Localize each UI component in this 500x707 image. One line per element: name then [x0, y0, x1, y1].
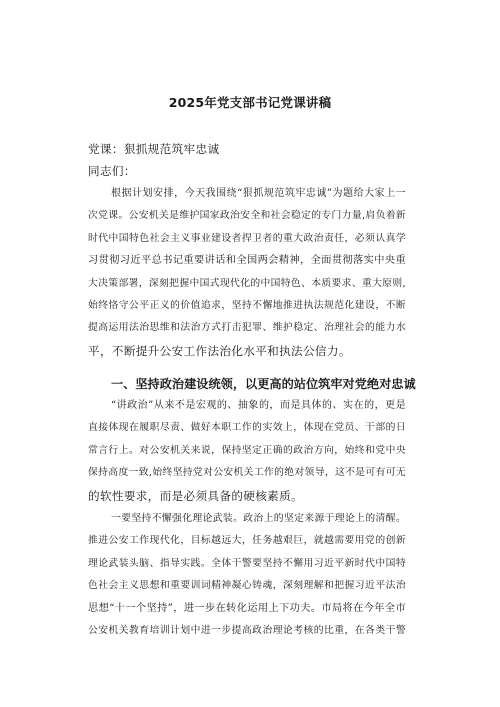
paragraph-line: 色社会主义思想和重要训词精神凝心铸魂，深刻理解和把握习近平法治	[88, 580, 406, 592]
paragraph-line: 一要坚持不懈强化理论武装。政治上的坚定来源于理论上的清醒。	[111, 513, 406, 524]
paragraph-3	[88, 508, 406, 642]
salutation: 同志们：	[88, 164, 136, 179]
paragraph-line: “讲政治”从来不是宏观的、抽象的，而是具体的、实在的，更是	[111, 400, 406, 411]
paragraph-line: 常言行上。对公安机关来说，保持坚定正确的政治方向，始终和党中央	[88, 444, 406, 456]
section-heading-1: 一、坚持政治建设统领，以更高的站位筑牢对党绝对忠诚	[111, 377, 416, 391]
subject-line: 党课：狠抓规范筑牢忠诚	[88, 142, 220, 156]
paragraph-line: 大决策部署，深刻把握中国式现代化的中国特色、本质要求、重大原则,	[88, 277, 406, 289]
paragraph-line: 理论武装头脑、指导实践。全体干警要坚持不懈用习近平新时代中国特	[88, 557, 406, 569]
paragraph-line: 的软性要求，而是必须具备的硬核素质。	[88, 488, 303, 503]
paragraph-line: 推进公安工作现代化，目标越远大，任务越艰巨，就越需要用党的创新	[88, 535, 406, 547]
paragraph-line: 提高运用法治思维和法治方式打击犯罪、维护稳定、治理社会的能力水	[88, 322, 406, 334]
paragraph-line: 公安机关教育培训计划中进一步提高政治理论考核的比重，在各类干警	[88, 624, 406, 636]
paragraph-line: 平，不断提升公安工作法治化水平和执法公信力。	[88, 343, 351, 358]
paragraph-line: 时代中国特色社会主义事业建设者捍卫者的重大政治责任，必须认真学	[88, 232, 406, 244]
paragraph-line: 始终恪守公平正义的价值追求，坚持不懈地推进执法规范化建设，不断	[88, 299, 406, 311]
paragraph-line: 次党课。公安机关是维护国家政治安全和社会稳定的专门力量,肩负着新	[88, 210, 406, 222]
paragraph-line: 直接体现在履职尽责、做好本职工作的实效上，体现在党员、干部的日	[88, 422, 406, 434]
paragraph-line: 根据计划安排，今天我围绕“狠抓规范筑牢忠诚”为题给大家上一	[111, 188, 406, 199]
paragraph-2	[88, 395, 406, 507]
paragraph-line: 习贯彻习近平总书记重要讲话和全国两会精神，全面贯彻落实中央重	[88, 255, 406, 267]
intro-block	[88, 138, 406, 183]
paragraph-line: 思想“十一个坚持”，进一步在转化运用上下功夫。市局将在今年全市	[88, 602, 406, 614]
document-title: 2025年党支部书记党课讲稿	[168, 95, 332, 110]
paragraph-1	[88, 183, 406, 362]
paragraph-line: 保持高度一致,始终坚持党对公安机关工作的绝对领导，这不是可有可无	[88, 467, 406, 479]
